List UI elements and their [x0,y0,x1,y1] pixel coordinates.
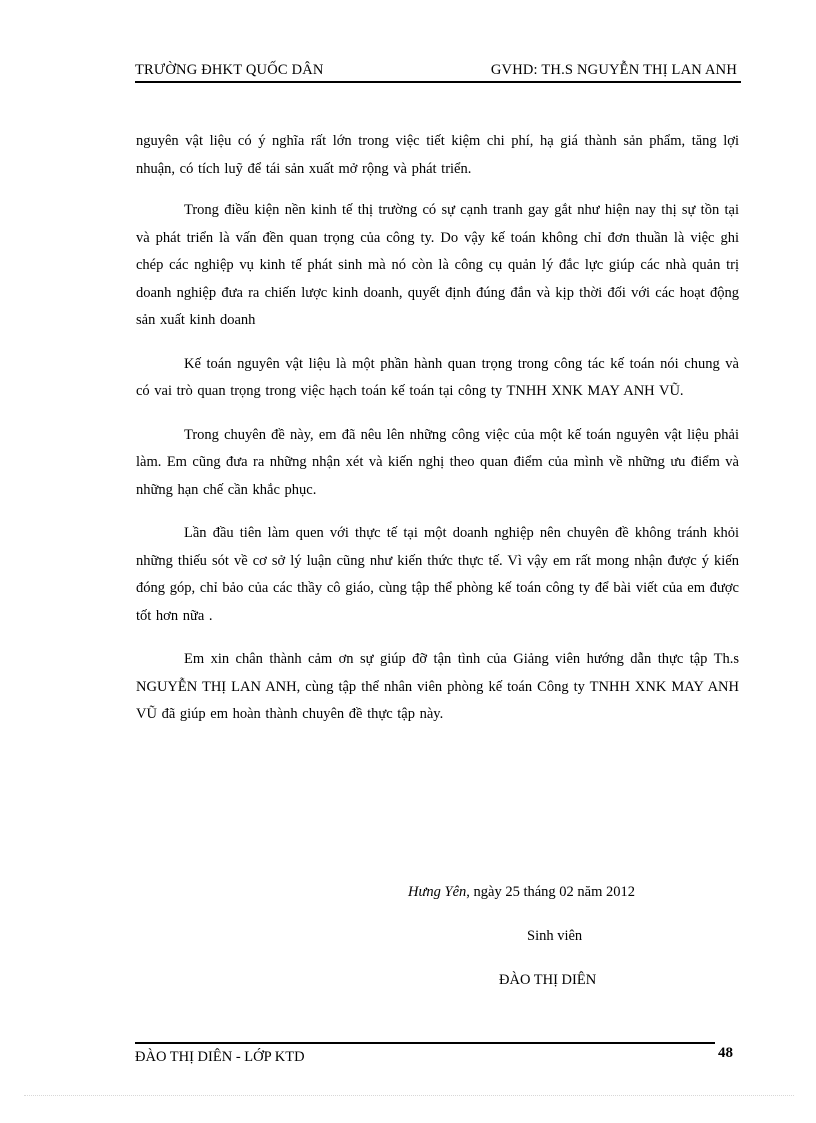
paragraph-6: Em xin chân thành cảm ơn sự giúp đỡ tận tình của Giảng viên hướng dẫn thực tập Th.s NGUYỄN THỊ LAN ANH, cùng tập thể nhân viên phòng kế toán Công ty TNHH XNK MAY ANH VŨ đã giúp em hoàn thành chuyên đề thực tập này. [136,651,739,722]
signature-date-line [408,884,635,901]
body-text [136,128,739,745]
paragraph-3: Kế toán nguyên vật liệu là một phần hành quan trọng trong công tác kế toán nói chung và có vai trò quan trọng trong việc hạch toán kế toán tại công ty TNHH XNK MAY ANH VŨ. [136,355,739,399]
signature-name: ĐÀO THỊ DIÊN [499,972,597,988]
paragraph-4: Trong chuyên đề này, em đã nêu lên những công việc của một kế toán nguyên vật liệu phải làm. Em cũng đưa ra những nhận xét và kiến nghị theo quan điểm của mình về những ưu điểm và những hạn chế cần khắc phục. [136,426,739,498]
page-number: 48 [718,1045,733,1061]
paragraph-2: Trong điều kiện nền kinh tế thị trường có sự cạnh tranh gay gắt như hiện nay thị sự tồn tại và phát triển là vấn đền quan trọng của công ty. Do vậy kế toán không chỉ đơn thuần là việc ghi chép các nghiệp vụ kinh tế phát sinh mà nó còn là công cụ quản lý đắc lực giúp các nhà quản trị doanh nghiệp đưa ra chiến lược kinh doanh, quyết định đúng đắn và kịp thời đối với các hoạt động sản xuất kinh doanh [136,202,739,328]
signature-place: Hưng Yên [408,884,467,900]
page-edge-divider [24,1095,794,1096]
paragraph-1: nguyên vật liệu có ý nghĩa rất lớn trong việc tiết kiệm chi phí, hạ giá thành sản phẩm, tăng lợi nhuận, có tích luỹ để tái sản xuất mở rộng và phát triển. [136,133,739,177]
footer-rule [135,1042,715,1044]
signature-role: Sinh viên [527,928,583,944]
signature-date: , ngày 25 tháng 02 năm 2012 [466,884,636,900]
header-rule [135,81,741,83]
footer-author: ĐÀO THỊ DIÊN - LỚP KTD [135,1049,305,1065]
paragraph-5: Lần đầu tiên làm quen với thực tế tại một doanh nghiệp nên chuyên đề không tránh khỏi những thiếu sót về cơ sở lý luận cũng như kiến thức thực tế. Vì vậy em rất mong nhận được ý kiến đóng góp, chỉ bảo của các thầy cô giáo, cùng tập thể phòng kế toán công ty để bài viết của em được tốt hơn nữa . [136,525,739,624]
header-school: TRƯỜNG ĐHKT QUỐC DÂN [135,62,324,78]
header-advisor: GVHD: TH.S NGUYỄN THỊ LAN ANH [490,62,737,78]
page-header [135,62,741,82]
